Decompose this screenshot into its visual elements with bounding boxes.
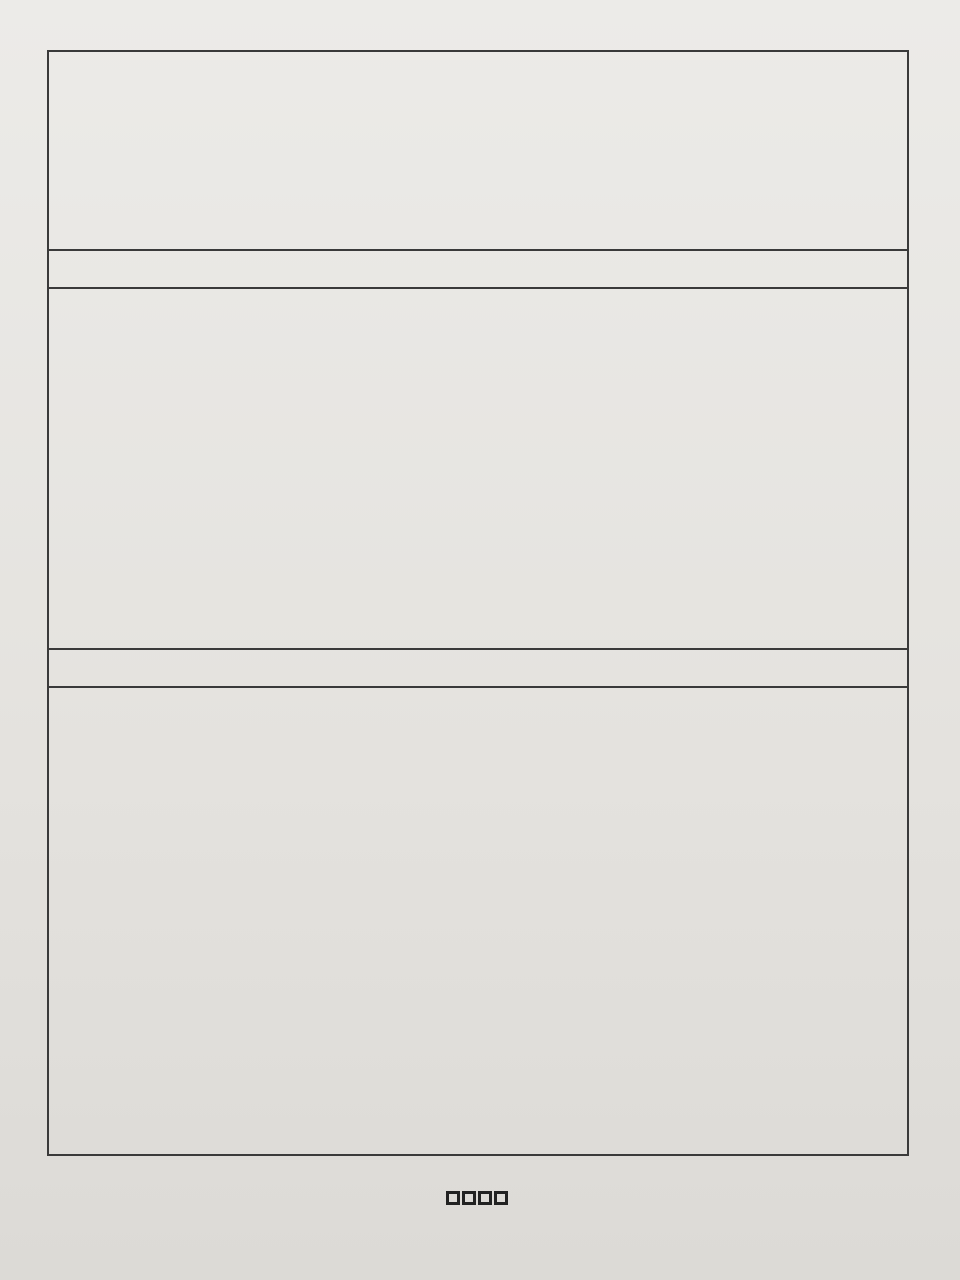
- section-7-header: [49, 648, 907, 688]
- ornament-box-icon: [446, 1191, 460, 1205]
- table-of-contents: [47, 50, 909, 1156]
- ornament-box-icon: [462, 1191, 476, 1205]
- end-ornament: [446, 1191, 508, 1205]
- ornament-box-icon: [478, 1191, 492, 1205]
- ornament-box-icon: [494, 1191, 508, 1205]
- section-6-header: [49, 249, 907, 289]
